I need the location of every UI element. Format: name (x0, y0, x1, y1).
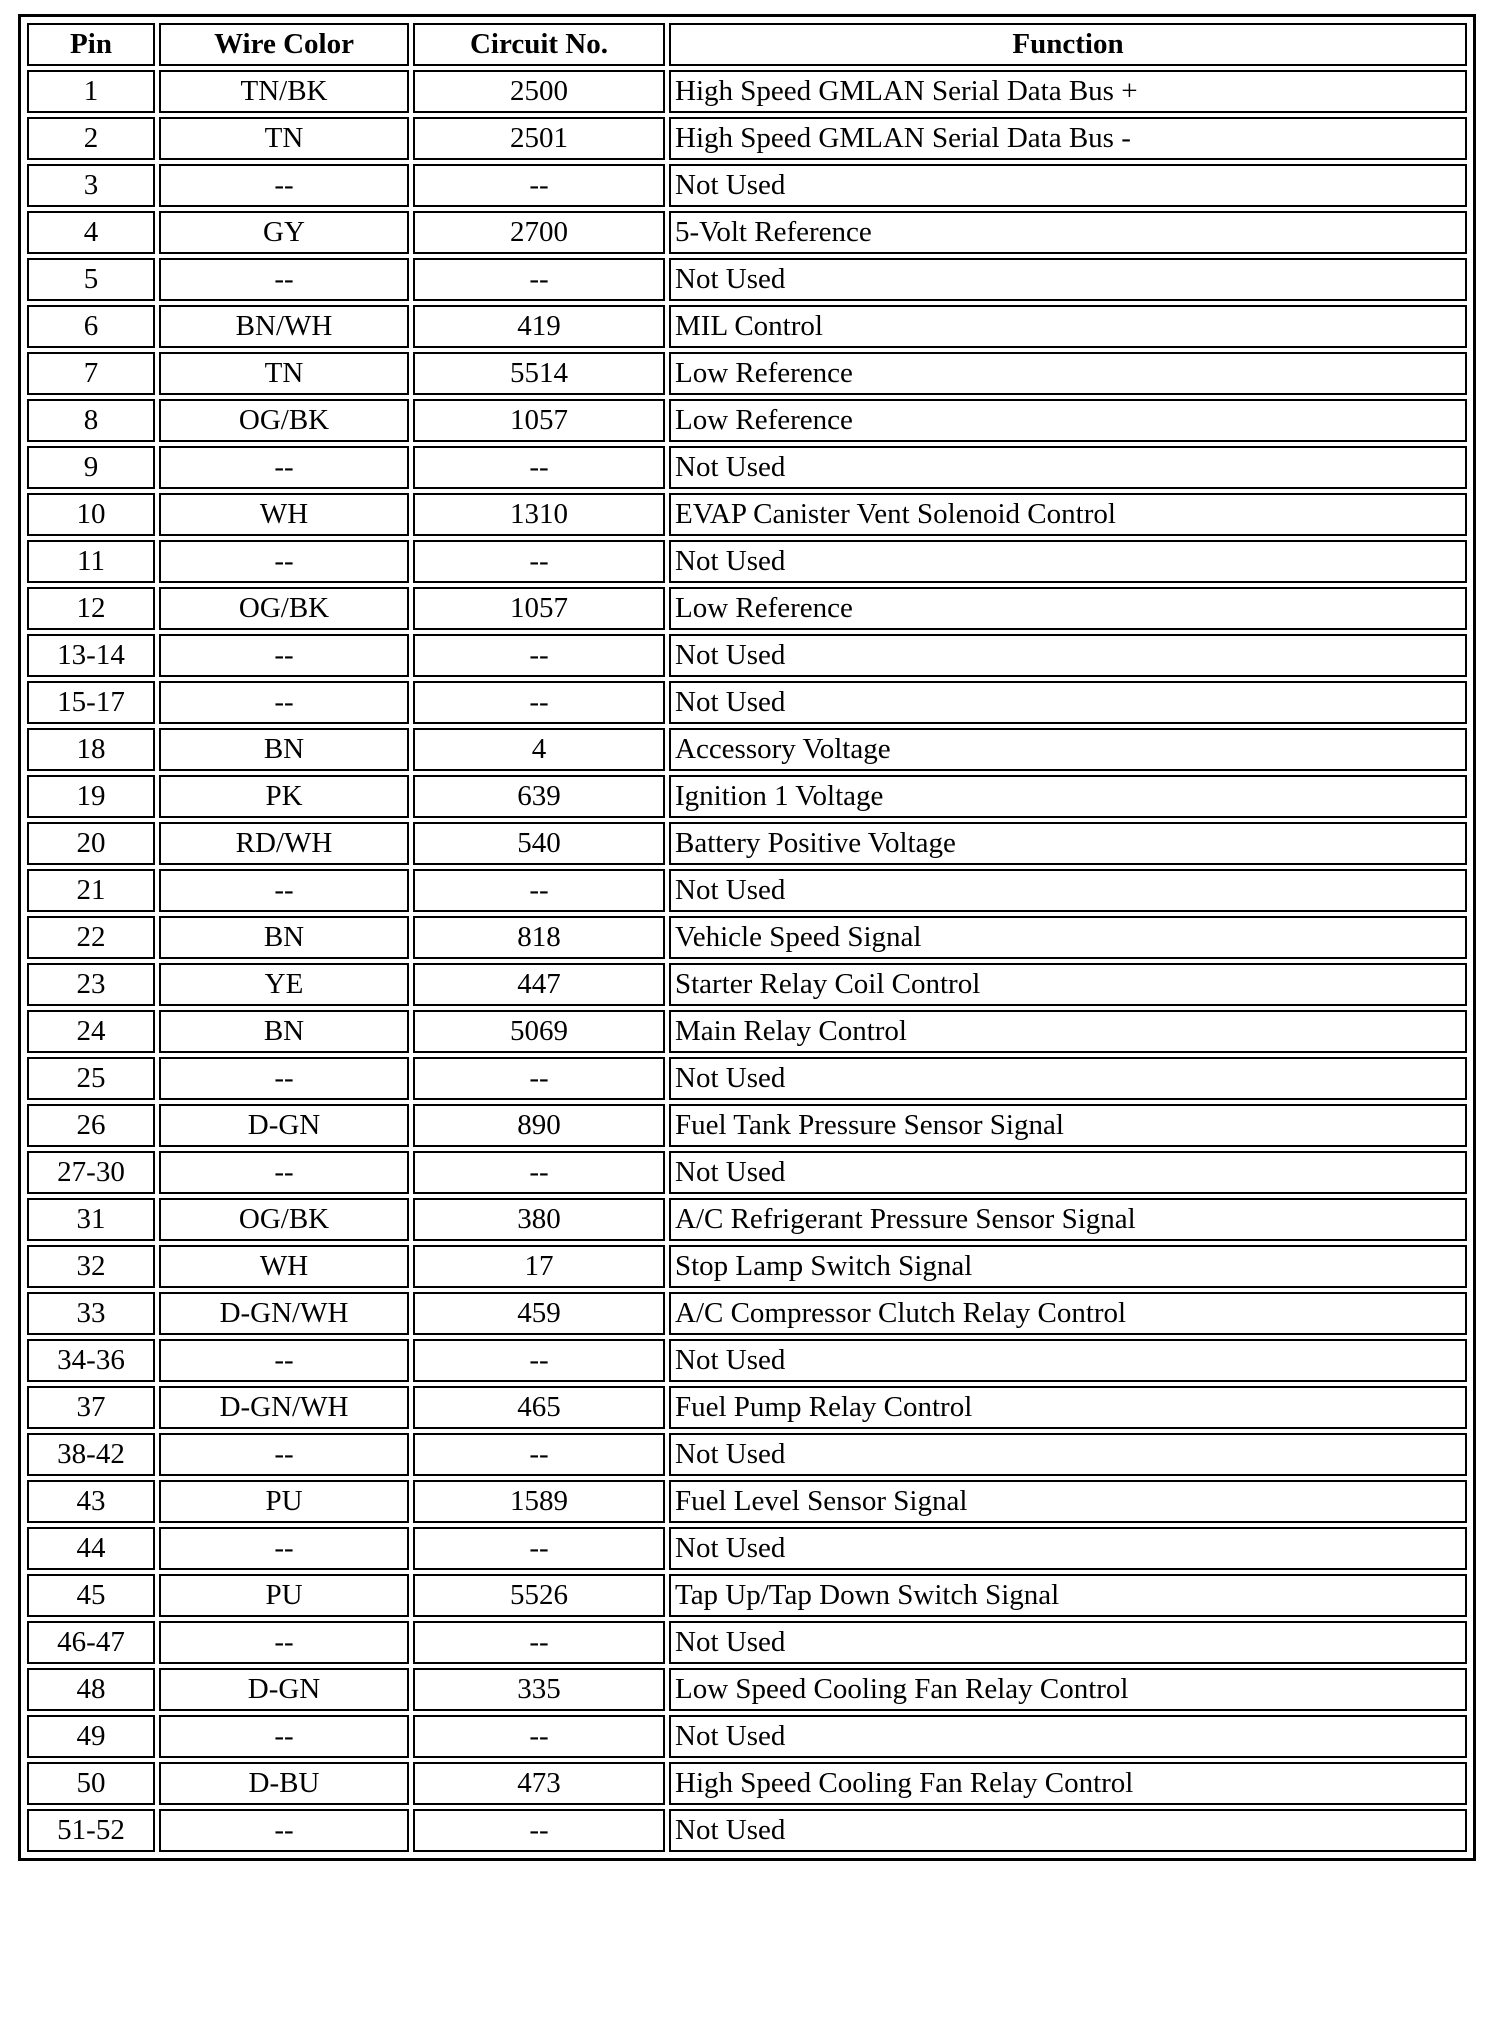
circuit-no-cell: -- (413, 1715, 665, 1758)
table-row (27, 916, 1467, 959)
circuit-no-cell: -- (413, 1339, 665, 1382)
pin-cell: 34-36 (27, 1339, 155, 1382)
circuit-no-cell: 4 (413, 728, 665, 771)
wire-color-cell: PU (159, 1480, 409, 1523)
function-cell: Fuel Pump Relay Control (669, 1386, 1467, 1429)
table-row (27, 493, 1467, 536)
wire-color-cell: PU (159, 1574, 409, 1617)
function-cell: Not Used (669, 1527, 1467, 1570)
function-cell: Starter Relay Coil Control (669, 963, 1467, 1006)
pin-cell: 24 (27, 1010, 155, 1053)
circuit-no-cell: 380 (413, 1198, 665, 1241)
circuit-no-cell: -- (413, 1809, 665, 1852)
table-body (27, 70, 1467, 1852)
circuit-no-cell: -- (413, 634, 665, 677)
wire-color-cell: -- (159, 1715, 409, 1758)
pin-cell: 49 (27, 1715, 155, 1758)
table-row (27, 822, 1467, 865)
function-cell: Fuel Level Sensor Signal (669, 1480, 1467, 1523)
circuit-no-cell: 459 (413, 1292, 665, 1335)
circuit-no-cell: 465 (413, 1386, 665, 1429)
pin-cell: 7 (27, 352, 155, 395)
pin-cell: 10 (27, 493, 155, 536)
wire-color-cell: TN (159, 117, 409, 160)
table-row (27, 775, 1467, 818)
function-cell: High Speed Cooling Fan Relay Control (669, 1762, 1467, 1805)
function-cell: Vehicle Speed Signal (669, 916, 1467, 959)
pin-cell: 8 (27, 399, 155, 442)
circuit-no-cell: -- (413, 1527, 665, 1570)
table-row (27, 540, 1467, 583)
function-cell: Low Reference (669, 587, 1467, 630)
function-cell: Not Used (669, 540, 1467, 583)
function-cell: Low Reference (669, 352, 1467, 395)
function-cell: Not Used (669, 869, 1467, 912)
function-cell: Stop Lamp Switch Signal (669, 1245, 1467, 1288)
pin-table-frame (18, 14, 1476, 1861)
wire-color-cell: GY (159, 211, 409, 254)
pin-cell: 32 (27, 1245, 155, 1288)
table-row (27, 1151, 1467, 1194)
circuit-no-cell: 2500 (413, 70, 665, 113)
circuit-no-cell: 2501 (413, 117, 665, 160)
wire-color-cell: PK (159, 775, 409, 818)
pin-cell: 13-14 (27, 634, 155, 677)
function-cell: Not Used (669, 446, 1467, 489)
table-row (27, 1762, 1467, 1805)
function-cell: Low Speed Cooling Fan Relay Control (669, 1668, 1467, 1711)
table-row (27, 1057, 1467, 1100)
function-cell: Fuel Tank Pressure Sensor Signal (669, 1104, 1467, 1147)
table-row (27, 1480, 1467, 1523)
circuit-no-cell: 1310 (413, 493, 665, 536)
wire-color-cell: BN (159, 916, 409, 959)
table-row (27, 1433, 1467, 1476)
wire-color-cell: -- (159, 1151, 409, 1194)
circuit-no-cell: -- (413, 869, 665, 912)
circuit-no-cell: -- (413, 1057, 665, 1100)
circuit-no-cell: -- (413, 1433, 665, 1476)
header-function: Function (669, 23, 1467, 66)
wire-color-cell: D-GN/WH (159, 1386, 409, 1429)
table-row (27, 1715, 1467, 1758)
pin-cell: 22 (27, 916, 155, 959)
circuit-no-cell: 5526 (413, 1574, 665, 1617)
pin-cell: 21 (27, 869, 155, 912)
wire-color-cell: WH (159, 493, 409, 536)
wire-color-cell: TN/BK (159, 70, 409, 113)
table-row (27, 1668, 1467, 1711)
function-cell: A/C Refrigerant Pressure Sensor Signal (669, 1198, 1467, 1241)
wire-color-cell: -- (159, 446, 409, 489)
pin-cell: 33 (27, 1292, 155, 1335)
function-cell: Not Used (669, 1621, 1467, 1664)
table-row (27, 1198, 1467, 1241)
circuit-no-cell: 473 (413, 1762, 665, 1805)
function-cell: Not Used (669, 681, 1467, 724)
table-row (27, 117, 1467, 160)
pin-cell: 50 (27, 1762, 155, 1805)
wire-color-cell: WH (159, 1245, 409, 1288)
pin-cell: 6 (27, 305, 155, 348)
table-row (27, 1386, 1467, 1429)
wire-color-cell: -- (159, 1809, 409, 1852)
circuit-no-cell: -- (413, 258, 665, 301)
pin-cell: 2 (27, 117, 155, 160)
pin-cell: 48 (27, 1668, 155, 1711)
function-cell: Ignition 1 Voltage (669, 775, 1467, 818)
pin-cell: 26 (27, 1104, 155, 1147)
function-cell: Accessory Voltage (669, 728, 1467, 771)
table-row (27, 869, 1467, 912)
pin-cell: 51-52 (27, 1809, 155, 1852)
function-cell: Tap Up/Tap Down Switch Signal (669, 1574, 1467, 1617)
pin-cell: 5 (27, 258, 155, 301)
table-row (27, 1339, 1467, 1382)
table-row (27, 446, 1467, 489)
table-row (27, 728, 1467, 771)
function-cell: A/C Compressor Clutch Relay Control (669, 1292, 1467, 1335)
pin-cell: 31 (27, 1198, 155, 1241)
function-cell: High Speed GMLAN Serial Data Bus + (669, 70, 1467, 113)
wire-color-cell: D-GN (159, 1104, 409, 1147)
function-cell: Low Reference (669, 399, 1467, 442)
table-row (27, 352, 1467, 395)
table-row (27, 1621, 1467, 1664)
function-cell: Not Used (669, 258, 1467, 301)
wire-color-cell: -- (159, 164, 409, 207)
circuit-no-cell: 1057 (413, 399, 665, 442)
circuit-no-cell: 2700 (413, 211, 665, 254)
wire-color-cell: -- (159, 1057, 409, 1100)
wire-color-cell: TN (159, 352, 409, 395)
circuit-no-cell: -- (413, 540, 665, 583)
table-row (27, 399, 1467, 442)
pin-cell: 44 (27, 1527, 155, 1570)
table-row (27, 1574, 1467, 1617)
header-wire-color: Wire Color (159, 23, 409, 66)
function-cell: MIL Control (669, 305, 1467, 348)
table-row (27, 305, 1467, 348)
circuit-no-cell: 447 (413, 963, 665, 1006)
circuit-no-cell: 335 (413, 1668, 665, 1711)
function-cell: Not Used (669, 1151, 1467, 1194)
wire-color-cell: BN (159, 1010, 409, 1053)
wire-color-cell: -- (159, 869, 409, 912)
pin-cell: 19 (27, 775, 155, 818)
table-row (27, 1010, 1467, 1053)
function-cell: Not Used (669, 1433, 1467, 1476)
circuit-no-cell: 5514 (413, 352, 665, 395)
pin-cell: 9 (27, 446, 155, 489)
table-row (27, 634, 1467, 677)
wire-color-cell: BN/WH (159, 305, 409, 348)
pin-cell: 27-30 (27, 1151, 155, 1194)
circuit-no-cell: 639 (413, 775, 665, 818)
function-cell: Battery Positive Voltage (669, 822, 1467, 865)
wire-color-cell: -- (159, 1433, 409, 1476)
pin-cell: 20 (27, 822, 155, 865)
pin-cell: 18 (27, 728, 155, 771)
pin-cell: 12 (27, 587, 155, 630)
pin-cell: 23 (27, 963, 155, 1006)
wire-color-cell: -- (159, 1527, 409, 1570)
pin-cell: 1 (27, 70, 155, 113)
circuit-no-cell: 818 (413, 916, 665, 959)
table-row (27, 1245, 1467, 1288)
function-cell: Not Used (669, 1339, 1467, 1382)
pin-cell: 45 (27, 1574, 155, 1617)
wire-color-cell: -- (159, 681, 409, 724)
circuit-no-cell: -- (413, 1621, 665, 1664)
circuit-no-cell: 890 (413, 1104, 665, 1147)
wire-color-cell: -- (159, 1339, 409, 1382)
wire-color-cell: -- (159, 634, 409, 677)
circuit-no-cell: 5069 (413, 1010, 665, 1053)
wire-color-cell: RD/WH (159, 822, 409, 865)
table-row (27, 70, 1467, 113)
function-cell: Not Used (669, 634, 1467, 677)
table-row (27, 587, 1467, 630)
circuit-no-cell: 17 (413, 1245, 665, 1288)
circuit-no-cell: -- (413, 446, 665, 489)
function-cell: Not Used (669, 1809, 1467, 1852)
header-row (27, 23, 1467, 66)
function-cell: Not Used (669, 164, 1467, 207)
circuit-no-cell: -- (413, 164, 665, 207)
pin-cell: 15-17 (27, 681, 155, 724)
pin-cell: 3 (27, 164, 155, 207)
function-cell: Not Used (669, 1057, 1467, 1100)
wire-color-cell: OG/BK (159, 1198, 409, 1241)
wire-color-cell: D-GN (159, 1668, 409, 1711)
wire-color-cell: -- (159, 540, 409, 583)
pin-cell: 46-47 (27, 1621, 155, 1664)
table-row (27, 1104, 1467, 1147)
table-row (27, 681, 1467, 724)
pin-cell: 38-42 (27, 1433, 155, 1476)
pin-cell: 11 (27, 540, 155, 583)
wire-color-cell: -- (159, 258, 409, 301)
wire-color-cell: -- (159, 1621, 409, 1664)
wire-color-cell: D-GN/WH (159, 1292, 409, 1335)
connector-pinout-table (23, 19, 1471, 1856)
table-row (27, 1292, 1467, 1335)
table-row (27, 1809, 1467, 1852)
circuit-no-cell: 1589 (413, 1480, 665, 1523)
wire-color-cell: BN (159, 728, 409, 771)
circuit-no-cell: -- (413, 1151, 665, 1194)
header-circuit-no: Circuit No. (413, 23, 665, 66)
function-cell: High Speed GMLAN Serial Data Bus - (669, 117, 1467, 160)
function-cell: Not Used (669, 1715, 1467, 1758)
header-pin: Pin (27, 23, 155, 66)
wire-color-cell: OG/BK (159, 399, 409, 442)
wire-color-cell: D-BU (159, 1762, 409, 1805)
circuit-no-cell: 540 (413, 822, 665, 865)
function-cell: EVAP Canister Vent Solenoid Control (669, 493, 1467, 536)
table-row (27, 963, 1467, 1006)
function-cell: 5-Volt Reference (669, 211, 1467, 254)
pin-cell: 37 (27, 1386, 155, 1429)
pin-cell: 4 (27, 211, 155, 254)
circuit-no-cell: 419 (413, 305, 665, 348)
table-row (27, 1527, 1467, 1570)
pin-cell: 25 (27, 1057, 155, 1100)
table-row (27, 211, 1467, 254)
function-cell: Main Relay Control (669, 1010, 1467, 1053)
wire-color-cell: OG/BK (159, 587, 409, 630)
table-row (27, 164, 1467, 207)
wire-color-cell: YE (159, 963, 409, 1006)
circuit-no-cell: -- (413, 681, 665, 724)
table-row (27, 258, 1467, 301)
circuit-no-cell: 1057 (413, 587, 665, 630)
pin-cell: 43 (27, 1480, 155, 1523)
